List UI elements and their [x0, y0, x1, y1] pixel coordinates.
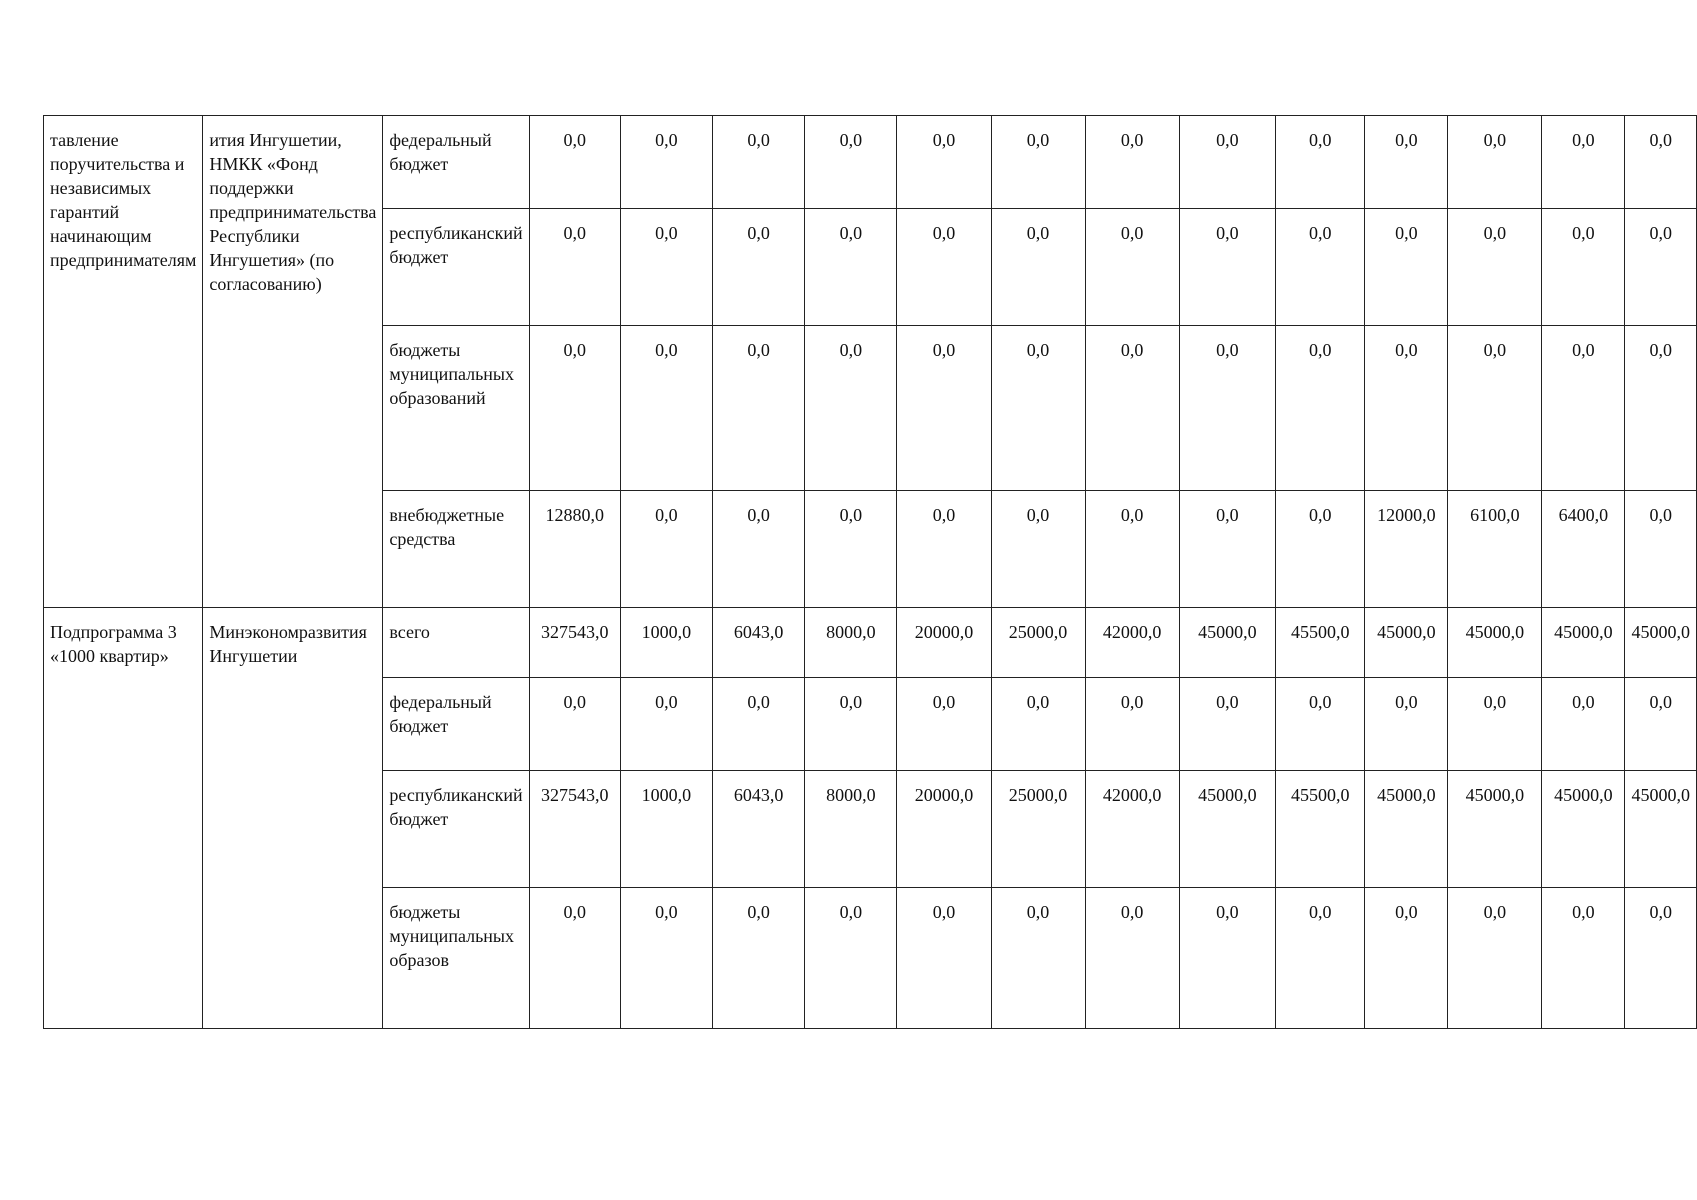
- value-cell: 0,0: [1179, 116, 1275, 209]
- value-cell: 0,0: [620, 678, 712, 771]
- value-cell: 6400,0: [1542, 491, 1625, 608]
- value-cell: 0,0: [991, 209, 1085, 326]
- value-cell: 45000,0: [1625, 771, 1697, 888]
- value-cell: 42000,0: [1085, 771, 1179, 888]
- value-cell: 0,0: [1276, 209, 1365, 326]
- funding-source: всего: [383, 608, 529, 678]
- value-cell: 0,0: [1542, 209, 1625, 326]
- value-cell: 6043,0: [713, 608, 805, 678]
- value-cell: 0,0: [805, 888, 897, 1029]
- value-cell: 0,0: [991, 116, 1085, 209]
- value-cell: 0,0: [805, 491, 897, 608]
- value-cell: 0,0: [1179, 209, 1275, 326]
- value-cell: 0,0: [529, 116, 620, 209]
- value-cell: 0,0: [991, 326, 1085, 491]
- executor-name: ития Ингушетии, НМКК «Фонд поддержки предпринимательства Республики Ингушетия» (по согласованию): [203, 116, 383, 608]
- value-cell: 0,0: [620, 209, 712, 326]
- value-cell: 0,0: [1365, 678, 1448, 771]
- value-cell: 25000,0: [991, 608, 1085, 678]
- value-cell: 0,0: [1448, 888, 1542, 1029]
- value-cell: 12000,0: [1365, 491, 1448, 608]
- value-cell: 0,0: [991, 678, 1085, 771]
- value-cell: 0,0: [1085, 326, 1179, 491]
- value-cell: 0,0: [1276, 326, 1365, 491]
- value-cell: 0,0: [713, 888, 805, 1029]
- value-cell: 0,0: [713, 678, 805, 771]
- funding-source: бюджеты муниципальных образов: [383, 888, 529, 1029]
- executor-name: Минэкономразвития Ингушетии: [203, 608, 383, 1029]
- value-cell: 0,0: [713, 116, 805, 209]
- value-cell: 0,0: [1365, 209, 1448, 326]
- value-cell: 1000,0: [620, 771, 712, 888]
- value-cell: 0,0: [1542, 888, 1625, 1029]
- measure-name: тавление поручительства и независимых гарантий начинающим предпринимателям: [44, 116, 203, 608]
- value-cell: 1000,0: [620, 608, 712, 678]
- value-cell: 0,0: [1365, 326, 1448, 491]
- value-cell: 0,0: [1276, 491, 1365, 608]
- value-cell: 6043,0: [713, 771, 805, 888]
- value-cell: 327543,0: [529, 608, 620, 678]
- value-cell: 0,0: [805, 678, 897, 771]
- funding-source: внебюджетные средства: [383, 491, 529, 608]
- value-cell: 20000,0: [897, 771, 991, 888]
- budget-table: [43, 115, 1697, 1029]
- value-cell: 45000,0: [1365, 608, 1448, 678]
- table-row: [44, 116, 1697, 209]
- value-cell: 0,0: [897, 116, 991, 209]
- value-cell: 25000,0: [991, 771, 1085, 888]
- value-cell: 0,0: [1365, 116, 1448, 209]
- value-cell: 45000,0: [1179, 608, 1275, 678]
- value-cell: 0,0: [1179, 491, 1275, 608]
- value-cell: 0,0: [1448, 678, 1542, 771]
- value-cell: 20000,0: [897, 608, 991, 678]
- value-cell: 0,0: [805, 209, 897, 326]
- value-cell: 45000,0: [1625, 608, 1697, 678]
- value-cell: 327543,0: [529, 771, 620, 888]
- value-cell: 6100,0: [1448, 491, 1542, 608]
- value-cell: 0,0: [529, 888, 620, 1029]
- value-cell: 0,0: [1625, 888, 1697, 1029]
- value-cell: 42000,0: [1085, 608, 1179, 678]
- value-cell: 0,0: [1276, 678, 1365, 771]
- value-cell: 45000,0: [1542, 771, 1625, 888]
- value-cell: 0,0: [1448, 209, 1542, 326]
- value-cell: 8000,0: [805, 771, 897, 888]
- value-cell: 0,0: [1542, 326, 1625, 491]
- value-cell: 0,0: [1625, 326, 1697, 491]
- value-cell: 0,0: [1365, 888, 1448, 1029]
- value-cell: 0,0: [1542, 116, 1625, 209]
- funding-source: республиканский бюджет: [383, 771, 529, 888]
- value-cell: 0,0: [1179, 678, 1275, 771]
- value-cell: 0,0: [1448, 116, 1542, 209]
- value-cell: 0,0: [1085, 491, 1179, 608]
- value-cell: 0,0: [1625, 491, 1697, 608]
- value-cell: 0,0: [897, 678, 991, 771]
- value-cell: 0,0: [1085, 888, 1179, 1029]
- value-cell: 0,0: [1085, 678, 1179, 771]
- value-cell: 0,0: [1542, 678, 1625, 771]
- value-cell: 0,0: [1179, 888, 1275, 1029]
- value-cell: 0,0: [897, 326, 991, 491]
- value-cell: 0,0: [1085, 116, 1179, 209]
- value-cell: 0,0: [529, 326, 620, 491]
- value-cell: 0,0: [897, 209, 991, 326]
- value-cell: 0,0: [1625, 209, 1697, 326]
- value-cell: 0,0: [529, 209, 620, 326]
- value-cell: 0,0: [897, 491, 991, 608]
- value-cell: 0,0: [805, 326, 897, 491]
- value-cell: 0,0: [713, 209, 805, 326]
- value-cell: 0,0: [1276, 888, 1365, 1029]
- funding-source: федеральный бюджет: [383, 678, 529, 771]
- value-cell: 0,0: [1448, 326, 1542, 491]
- value-cell: 45000,0: [1365, 771, 1448, 888]
- value-cell: 45000,0: [1542, 608, 1625, 678]
- value-cell: 0,0: [620, 116, 712, 209]
- value-cell: 45000,0: [1179, 771, 1275, 888]
- table-row: [44, 608, 1697, 678]
- value-cell: 0,0: [897, 888, 991, 1029]
- value-cell: 0,0: [620, 491, 712, 608]
- funding-source: бюджеты муниципальных образований: [383, 326, 529, 491]
- value-cell: 45000,0: [1448, 608, 1542, 678]
- value-cell: 0,0: [1625, 678, 1697, 771]
- value-cell: 45000,0: [1448, 771, 1542, 888]
- value-cell: 0,0: [991, 491, 1085, 608]
- funding-source: федеральный бюджет: [383, 116, 529, 209]
- value-cell: 12880,0: [529, 491, 620, 608]
- value-cell: 0,0: [529, 678, 620, 771]
- value-cell: 0,0: [1179, 326, 1275, 491]
- value-cell: 0,0: [1085, 209, 1179, 326]
- value-cell: 8000,0: [805, 608, 897, 678]
- value-cell: 0,0: [991, 888, 1085, 1029]
- value-cell: 0,0: [1276, 116, 1365, 209]
- value-cell: 45500,0: [1276, 608, 1365, 678]
- value-cell: 45500,0: [1276, 771, 1365, 888]
- value-cell: 0,0: [713, 491, 805, 608]
- measure-name: Подпрограмма 3 «1000 квартир»: [44, 608, 203, 1029]
- value-cell: 0,0: [713, 326, 805, 491]
- value-cell: 0,0: [805, 116, 897, 209]
- value-cell: 0,0: [620, 326, 712, 491]
- value-cell: 0,0: [1625, 116, 1697, 209]
- value-cell: 0,0: [620, 888, 712, 1029]
- funding-source: республиканский бюджет: [383, 209, 529, 326]
